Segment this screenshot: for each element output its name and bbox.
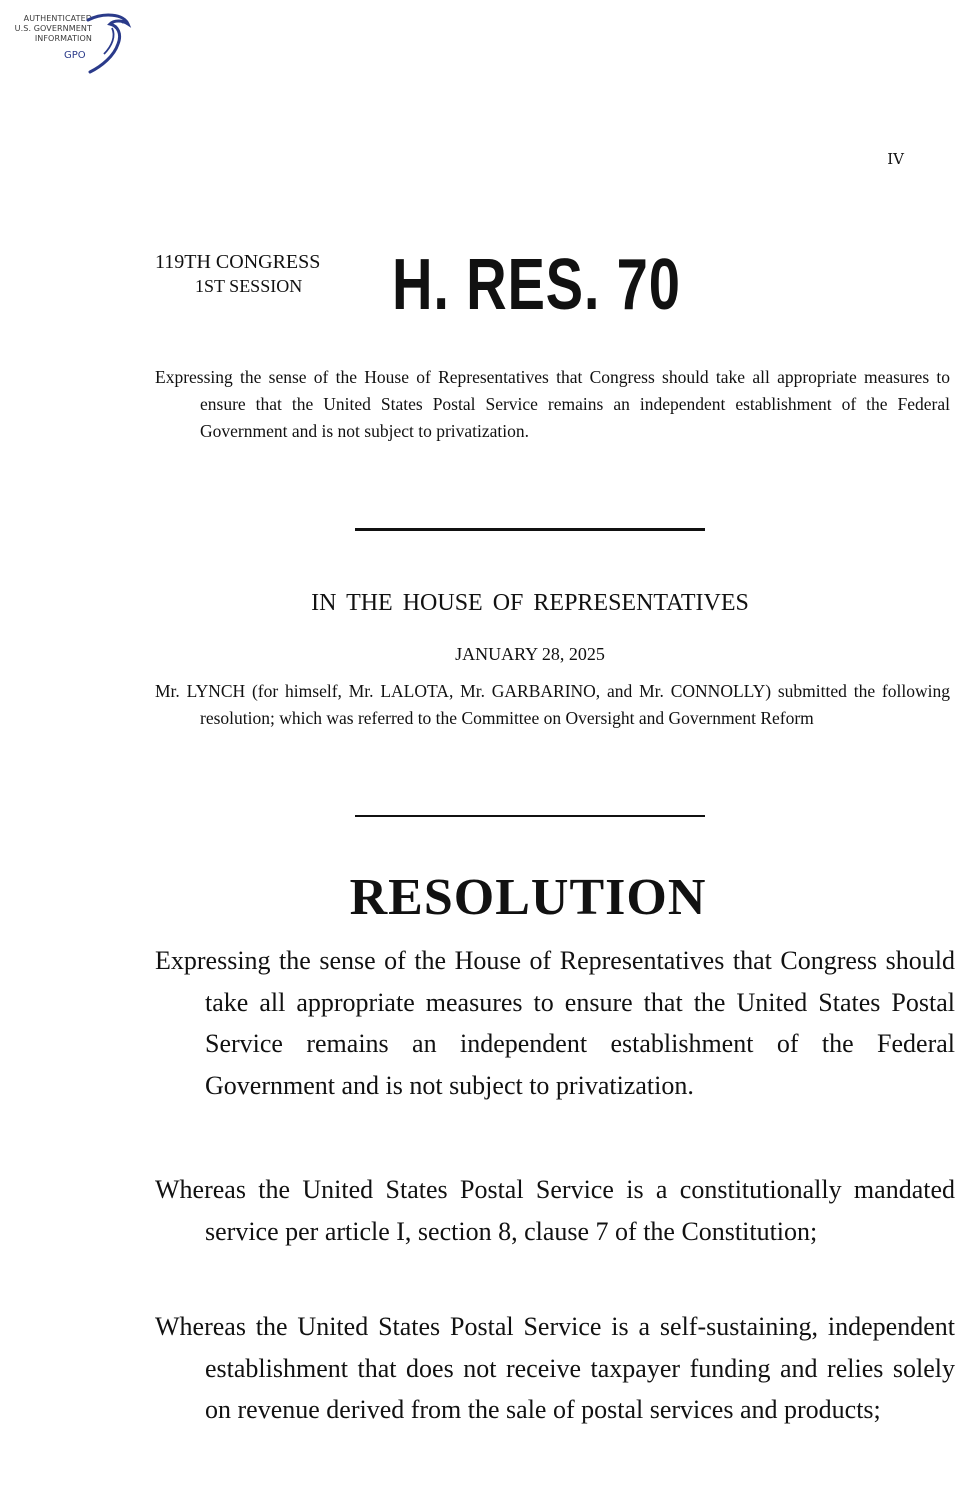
resolution-heading: RESOLUTION [349, 869, 707, 926]
session-number: 1ST SESSION [195, 276, 303, 296]
divider-thick [355, 528, 705, 531]
eagle-icon [78, 10, 134, 78]
whereas-clause-1: Whereas the United States Postal Service is a constitutionally mandated service per article I, section 8, clause 7 of the Constitution; [155, 1175, 955, 1246]
congress-number: 119TH CONGRESS [155, 251, 321, 273]
gpo-authentication-logo [0, 6, 140, 76]
sponsor-statement: Mr. LYNCH (for himself, Mr. LALOTA, Mr. GARBARINO, and Mr. CONNOLLY) submitted the following resolution; which was referred to the Committee on Oversight and Government Reform [155, 681, 950, 728]
congress-session-block [155, 250, 365, 298]
resolution-title: Expressing the sense of the House of Representatives that Congress should take all appropriate measures to ensure that the United States Postal Service remains an independent establishment of the Federal Government and is not subject to privatization. [155, 946, 955, 1100]
chamber-heading: IN THE HOUSE OF REPRESENTATIVES [311, 590, 749, 616]
page-marker: IV [887, 150, 904, 168]
divider-thin [355, 815, 705, 817]
whereas-clause-2: Whereas the United States Postal Service is a self-sustaining, independent establishment that does not receive taxpayer funding and relies solely on revenue derived from the sale of postal services and products; [155, 1312, 955, 1424]
logo-line-2: U.S. GOVERNMENT [14, 24, 92, 33]
introduction-date: JANUARY 28, 2025 [455, 644, 605, 664]
logo-line-1: AUTHENTICATED [23, 14, 92, 23]
short-title: Expressing the sense of the House of Representatives that Congress should take all appropriate measures to ensure that the United States Postal Service remains an independent establishment of the Federal Government and is not subject to privatization. [155, 367, 950, 441]
logo-line-3: INFORMATION [34, 34, 92, 43]
bill-identifier: H. RES. 70 [392, 245, 681, 325]
logo-gpo-mark: GPO [64, 50, 86, 61]
